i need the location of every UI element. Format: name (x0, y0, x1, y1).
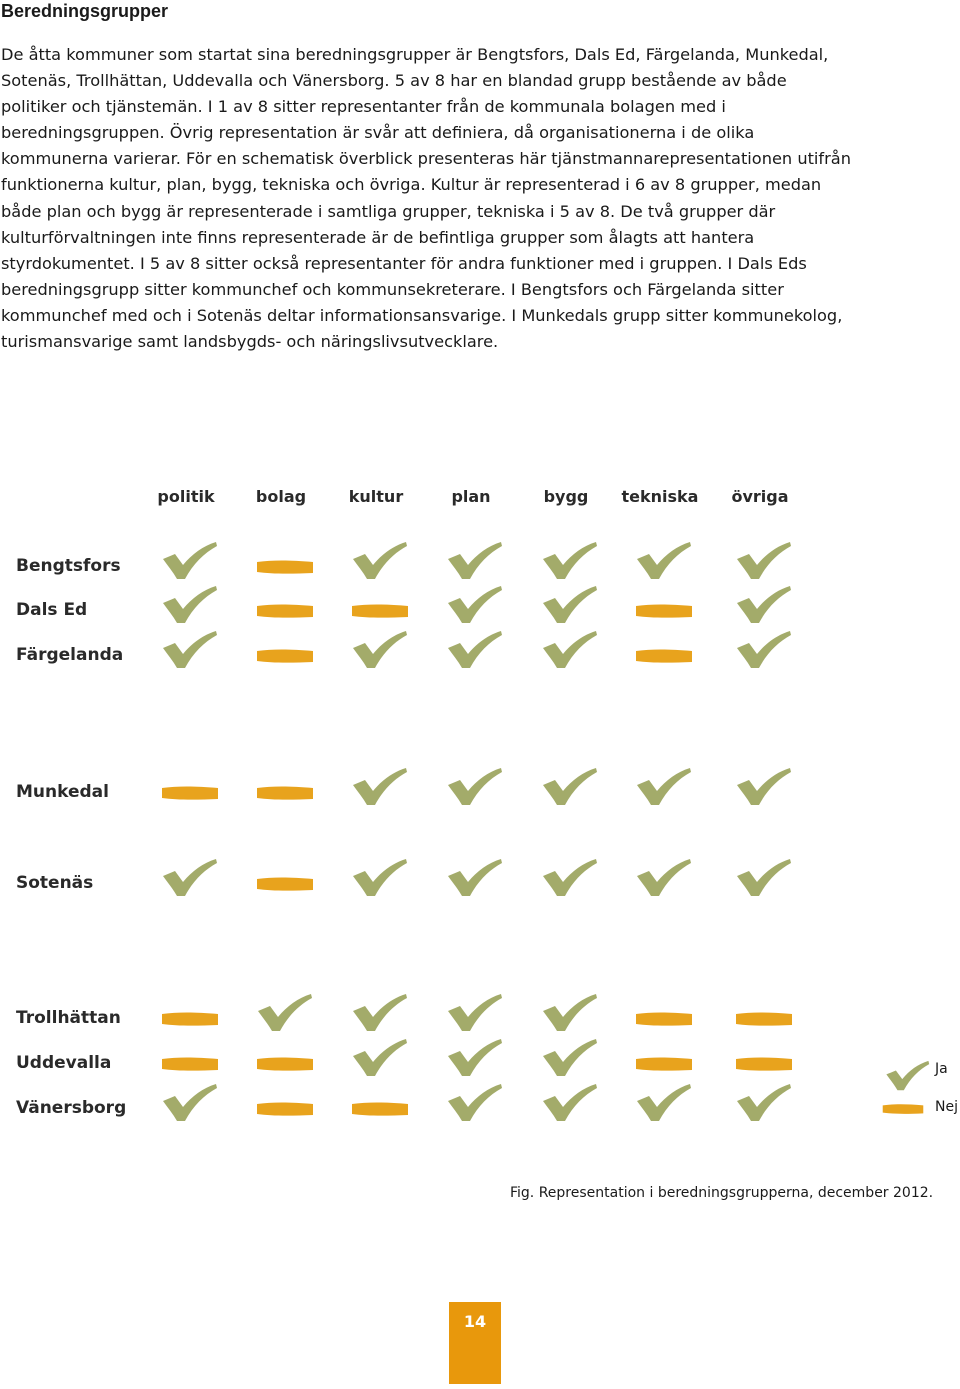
dash-icon (255, 558, 315, 576)
dash-icon (255, 1055, 315, 1073)
check-icon (540, 858, 598, 898)
page-number-badge: 14 (449, 1302, 501, 1384)
check-icon (540, 1038, 598, 1078)
column-header: tekniska (621, 487, 699, 506)
dash-icon (734, 1055, 794, 1073)
check-icon (350, 630, 408, 670)
dash-icon (255, 1100, 315, 1118)
check-icon (445, 1083, 503, 1123)
column-header: kultur (348, 487, 404, 506)
check-icon (540, 767, 598, 807)
check-icon (445, 1038, 503, 1078)
dash-icon (350, 1100, 410, 1118)
check-icon (540, 585, 598, 625)
check-icon (445, 585, 503, 625)
check-icon (445, 858, 503, 898)
row-label: Munkedal (16, 782, 109, 802)
row-label: Sotenäs (16, 873, 94, 893)
figure-caption: Fig. Representation i beredningsgrupperna, december 2012. (510, 1185, 934, 1201)
check-icon (350, 993, 408, 1033)
check-icon (160, 1083, 218, 1123)
section-heading: Beredningsgrupper (1, 1, 169, 21)
column-header: politik (157, 487, 215, 506)
check-icon (734, 541, 792, 581)
dash-icon (160, 1055, 220, 1073)
body-paragraph (1, 42, 941, 355)
dash-icon (634, 1055, 694, 1073)
check-icon (160, 858, 218, 898)
check-icon (634, 858, 692, 898)
paragraph-line: beredningsgruppen. Övrig representation är svår att definiera, då organisationerna i de olika (1, 123, 755, 143)
check-icon (540, 993, 598, 1033)
paragraph-line: funktionerna kultur, plan, bygg, tekniska och övriga. Kultur är representerad i 6 av 8 grupper, medan (1, 175, 822, 195)
paragraph-line: politiker och tjänstemän. I 1 av 8 sitter representanter från de kommunala bolagen med i (1, 97, 726, 117)
dash-icon (255, 784, 315, 802)
check-icon (160, 630, 218, 670)
legend-no-label: Nej (935, 1099, 958, 1115)
check-icon (734, 767, 792, 807)
legend-yes-label: Ja (935, 1061, 948, 1077)
check-icon (634, 767, 692, 807)
paragraph-line: beredningsgrupp sitter kommunchef och kommunsekreterare. I Bengtsfors och Färgelanda sitter (1, 279, 784, 299)
column-header: bygg (543, 487, 589, 506)
check-icon (445, 993, 503, 1033)
paragraph-line: styrdokumentet. I 5 av 8 sitter också representanter för andra funktioner med i gruppen. I Dals Eds (1, 253, 807, 273)
dash-icon (255, 602, 315, 620)
legend-dash-icon (882, 1101, 924, 1117)
check-icon (350, 858, 408, 898)
row-label: Färgelanda (16, 645, 124, 665)
check-icon (160, 541, 218, 581)
check-icon (350, 767, 408, 807)
check-icon (634, 1083, 692, 1123)
check-icon (445, 630, 503, 670)
dash-icon (634, 647, 694, 665)
row-label: Vänersborg (16, 1098, 127, 1118)
row-label: Dals Ed (16, 600, 88, 620)
check-icon (734, 630, 792, 670)
paragraph-line: Sotenäs, Trollhättan, Uddevalla och Vänersborg. 5 av 8 har en blandad grupp bestående av både (1, 71, 787, 91)
column-header: bolag (255, 487, 307, 506)
paragraph-line: De åtta kommuner som startat sina beredningsgrupper är Bengtsfors, Dals Ed, Färgelanda, Munkedal, (1, 45, 829, 64)
paragraph-line: turismansvarige samt landsbygds- och näringslivsutvecklare. (1, 332, 499, 352)
dash-icon (160, 784, 220, 802)
row-label: Bengtsfors (16, 556, 121, 576)
row-label: Trollhättan (16, 1008, 121, 1028)
dash-icon (350, 602, 410, 620)
check-icon (350, 1038, 408, 1078)
check-icon (734, 585, 792, 625)
dash-icon (734, 1010, 794, 1028)
check-icon (255, 993, 313, 1033)
check-icon (734, 1083, 792, 1123)
legend-check-icon (884, 1060, 930, 1092)
check-icon (540, 630, 598, 670)
dash-icon (634, 1010, 694, 1028)
check-icon (540, 1083, 598, 1123)
check-icon (160, 585, 218, 625)
dash-icon (160, 1010, 220, 1028)
check-icon (445, 767, 503, 807)
dash-icon (255, 875, 315, 893)
paragraph-line: kulturförvaltningen inte finns representerade är de befintliga grupper som ålagts att hantera (1, 227, 755, 247)
paragraph-line: både plan och bygg är representerade i samtliga grupper, tekniska i 5 av 8. De två grupper där (1, 201, 776, 221)
check-icon (634, 541, 692, 581)
check-icon (350, 541, 408, 581)
row-label: Uddevalla (16, 1053, 112, 1073)
dash-icon (255, 647, 315, 665)
check-icon (445, 541, 503, 581)
column-header: övriga (731, 487, 789, 506)
check-icon (734, 858, 792, 898)
paragraph-line: kommunerna varierar. För en schematisk överblick presenteras här tjänstmannarepresentationen utifrån (1, 149, 851, 169)
check-icon (540, 541, 598, 581)
dash-icon (634, 602, 694, 620)
paragraph-line: kommunchef med och i Sotenäs deltar informationsansvarige. I Munkedals grupp sitter kommunekolog, (1, 305, 843, 325)
column-header: plan (451, 487, 491, 506)
